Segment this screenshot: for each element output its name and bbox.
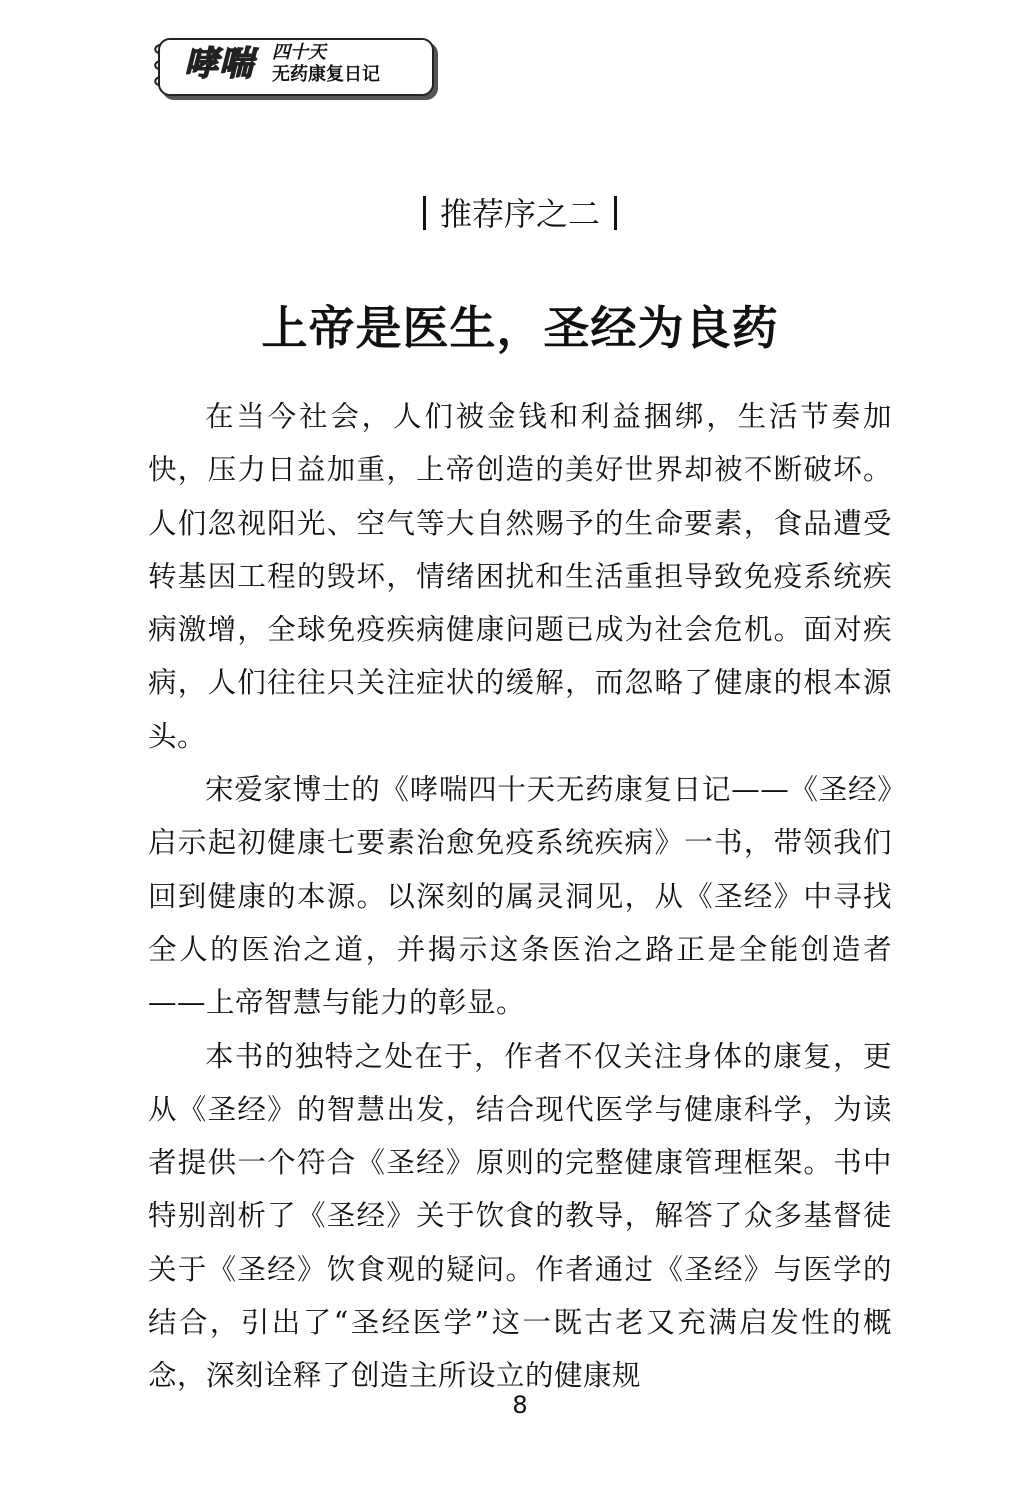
- logo-subtitle-line1: 四十天: [272, 42, 326, 63]
- paragraph: 在当今社会，人们被金钱和利益捆绑，生活节奏加快，压力日益加重，上帝创造的美好世界却被不断破坏。人们忽视阳光、空气等大自然赐予的生命要素，食品遭受转基因工程的毁坏，情绪困扰和生活重担导致免疫系统疾病激增，全球免疫疾病健康问题已成为社会危机。面对疾病，人们往往只关注症状的缓解，而忽略了健康的根本源头。: [148, 400, 892, 753]
- chapter-title: 上帝是医生，圣经为良药: [261, 301, 779, 355]
- paragraph: 本书的独特之处在于，作者不仅关注身体的康复，更从《圣经》的智慧出发，结合现代医学与健康科学，为读者提供一个符合《圣经》原则的完整健康管理框架。书中特别剖析了《圣经》关于饮食的教导，解答了众多基督徒关于《圣经》饮食观的疑问。作者通过《圣经》与医学的结合，引出了“圣经医学”这一既古老又充满启发性的概念，深刻诠释了创造主所设立的健康规: [148, 1039, 892, 1393]
- right-bar-icon: [614, 196, 617, 230]
- section-label: [0, 188, 1024, 240]
- logo-subtitle: [272, 42, 380, 86]
- logo-subtitle-line2: 无药康复日记: [272, 64, 380, 85]
- body-text: [148, 390, 892, 1403]
- left-bar-icon: [423, 196, 426, 230]
- page-number: 8: [512, 1391, 528, 1419]
- paragraph: 宋爱家博士的《哮喘四十天无药康复日记——《圣经》启示起初健康七要素治愈免疫系统疾病》一书，带领我们回到健康的本源。以深刻的属灵洞见，从《圣经》中寻找全人的医治之道，并揭示这条医治之路正是全能创造者——上帝智慧与能力的彰显。: [148, 773, 892, 1020]
- book-logo: [148, 34, 436, 100]
- section-label-text: 推荐序之二: [439, 195, 600, 233]
- logo-title: 哮喘: [184, 44, 254, 84]
